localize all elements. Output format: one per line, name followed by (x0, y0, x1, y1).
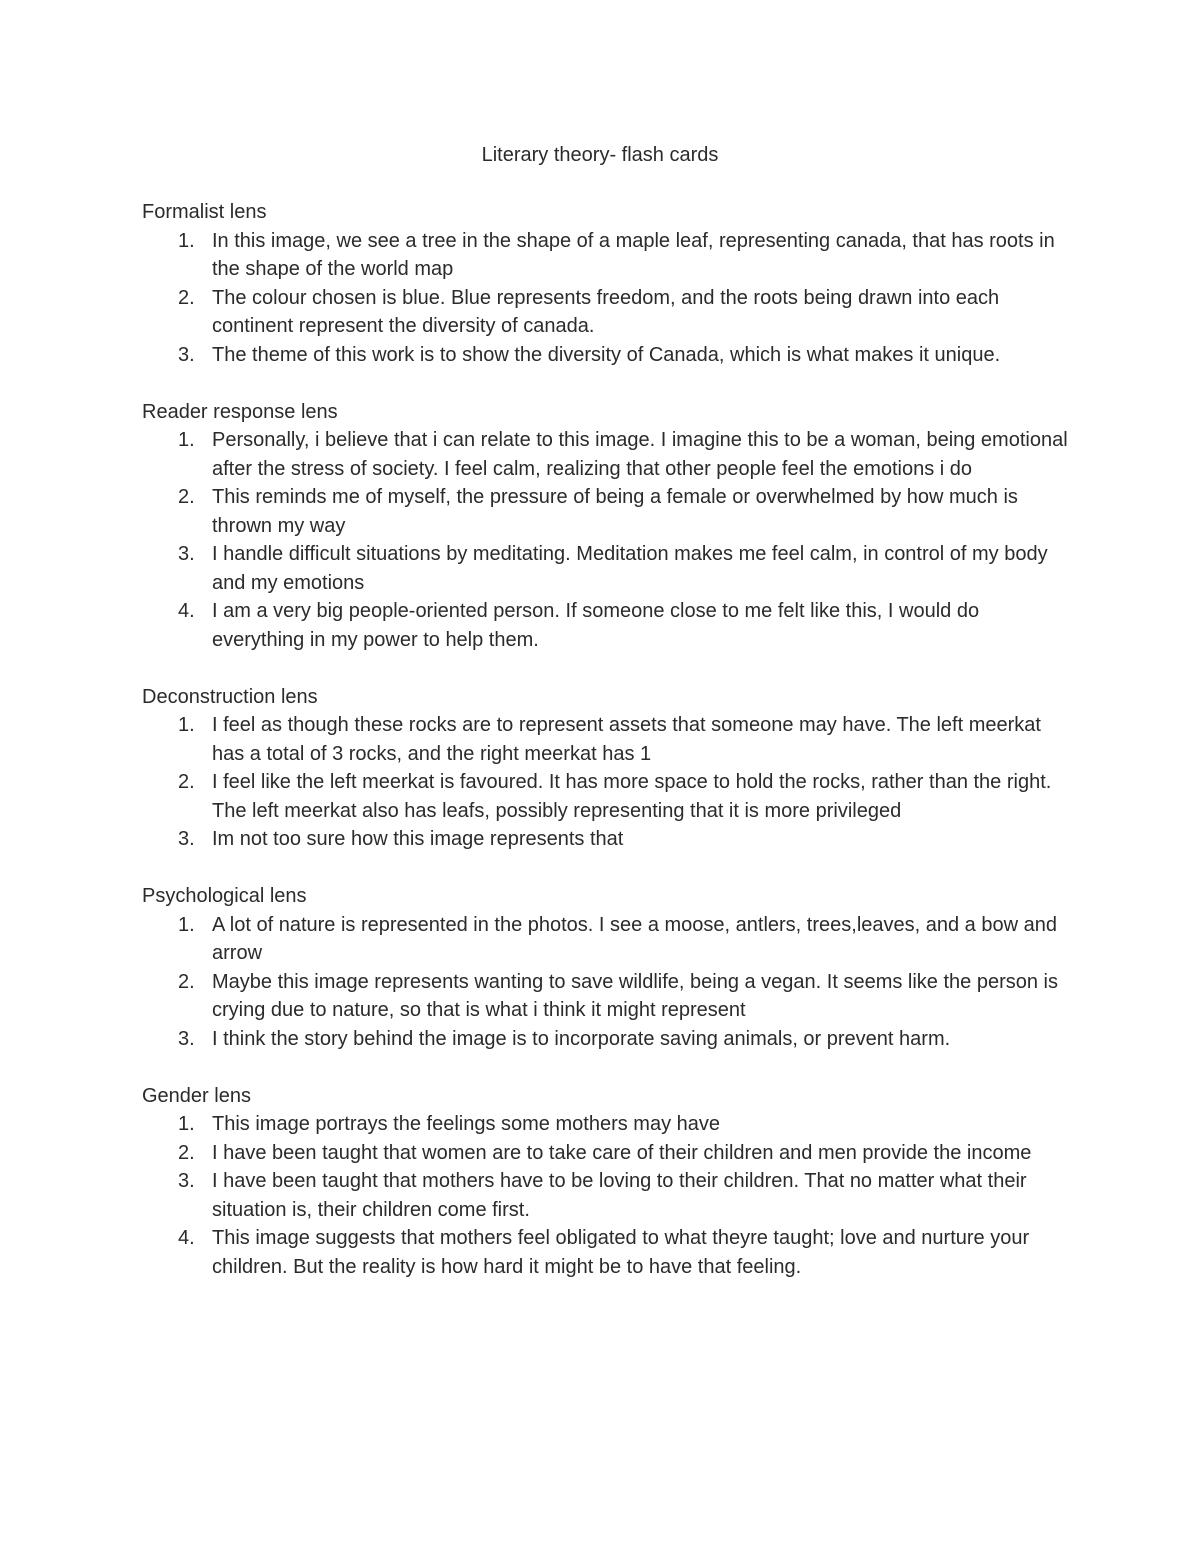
list-item-number: 2. (178, 970, 195, 993)
list-item-text: I have been taught that women are to take care of their children and men provide the income (212, 1141, 1032, 1164)
numbered-list (142, 1110, 1072, 1281)
list-item-text: Personally, i believe that i can relate to this image. I imagine this to be a woman, being emotional after the stress of society. I feel calm, realizing that other people feel the emotions i do (212, 429, 1068, 480)
list-item-number: 2. (178, 1141, 195, 1164)
section-heading: Psychological lens (142, 885, 307, 907)
list-item-number: 3. (178, 543, 195, 565)
list-item-number: 1. (178, 229, 195, 252)
list-item (142, 597, 1072, 654)
list-item-text: The colour chosen is blue. Blue represents freedom, and the roots being drawn into each continent represent the diversity of canada. (212, 286, 1000, 337)
list-item-number: 1. (178, 913, 195, 936)
list-item-text: I feel as though these rocks are to represent assets that someone may have. The left meerkat has a total of 3 rocks, and the right meerkat has 1 (212, 714, 1041, 765)
list-item (142, 1224, 1072, 1281)
list-item-number: 4. (178, 600, 195, 622)
page-title: Literary theory- flash cards (481, 144, 719, 166)
list-item-text: Im not too sure how this image represents that (212, 828, 624, 850)
list-item (142, 768, 1072, 825)
list-item-text: This reminds me of myself, the pressure of being a female or overwhelmed by how much is thrown my way (212, 486, 1018, 537)
section (142, 683, 1072, 854)
list-item-text: I feel like the left meerkat is favoured. It has more space to hold the rocks, rather than the right. The left meerkat also has leafs, possibly representing that it is more privileged (212, 771, 1052, 822)
list-item (142, 711, 1072, 768)
list-item (142, 483, 1072, 540)
section (142, 398, 1072, 655)
list-item-text: In this image, we see a tree in the shape of a maple leaf, representing canada, that has roots in the shape of the world map (212, 229, 1055, 280)
list-item-text: A lot of nature is represented in the photos. I see a moose, antlers, trees,leaves, and a bow and arrow (212, 913, 1057, 964)
section-heading: Formalist lens (142, 201, 267, 223)
list-item (142, 540, 1072, 597)
list-item-number: 1. (178, 1113, 195, 1135)
list-item-text: Maybe this image represents wanting to save wildlife, being a vegan. It seems like the person is crying due to nature, so that is what i think it might represent (212, 970, 1058, 1021)
list-item (142, 1025, 1072, 1054)
section (142, 198, 1072, 369)
list-item-text: I am a very big people-oriented person. If someone close to me felt like this, I would do everything in my power to help them. (212, 600, 980, 651)
list-item-text: I think the story behind the image is to incorporate saving animals, or prevent harm. (212, 1027, 951, 1050)
numbered-list (142, 227, 1072, 370)
list-item (142, 1110, 1072, 1139)
list-item (142, 1139, 1072, 1168)
list-item (142, 284, 1072, 341)
list-item-text: I have been taught that mothers have to be loving to their children. That no matter what their situation is, their children come first. (212, 1170, 1027, 1221)
numbered-list (142, 911, 1072, 1054)
list-item-text: I handle difficult situations by meditating. Meditation makes me feel calm, in control of my body and my emotions (212, 543, 1048, 594)
list-item-text: This image suggests that mothers feel obligated to what theyre taught; love and nurture your children. But the reality is how hard it might be to have that feeling. (212, 1227, 1030, 1278)
list-item-number: 1. (178, 714, 195, 736)
list-item-text: The theme of this work is to show the diversity of Canada, which is what makes it unique. (212, 343, 1001, 366)
list-item-number: 2. (178, 286, 195, 309)
numbered-list (142, 711, 1072, 854)
list-item (142, 825, 1072, 854)
document-body (142, 198, 1072, 1310)
section (142, 1082, 1072, 1282)
list-item-number: 2. (178, 771, 195, 793)
section (142, 882, 1072, 1053)
list-item (142, 426, 1072, 483)
list-item-text: This image portrays the feelings some mothers may have (212, 1113, 720, 1135)
list-item (142, 227, 1072, 284)
list-item (142, 968, 1072, 1025)
numbered-list (142, 426, 1072, 654)
section-heading: Deconstruction lens (142, 685, 318, 708)
list-item-number: 4. (178, 1227, 195, 1249)
list-item-number: 3. (178, 343, 195, 366)
list-item-number: 2. (178, 486, 195, 508)
section-heading: Gender lens (142, 1084, 251, 1107)
list-item (142, 911, 1072, 968)
list-item-number: 1. (178, 429, 195, 451)
list-item-number: 3. (178, 1170, 195, 1192)
list-item-number: 3. (178, 1027, 195, 1050)
list-item-number: 3. (178, 828, 195, 850)
list-item (142, 341, 1072, 370)
section-heading: Reader response lens (142, 400, 338, 423)
list-item (142, 1167, 1072, 1224)
